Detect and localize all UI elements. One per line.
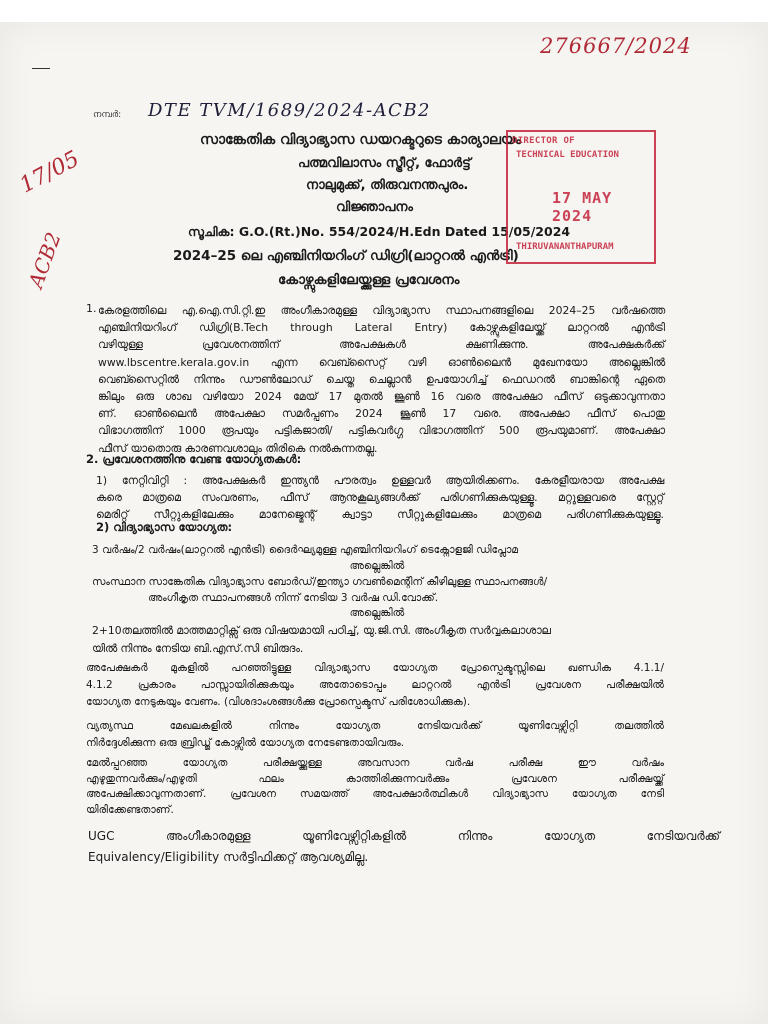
nativity-line: 1) നേറ്റിവിറ്റി : അപേക്ഷകർ ഇന്ത്യൻ പൗരത്വം ഉള്ളവർ ആയിരിക്കണം. കേരളീയരായ അപേക്ഷ [96, 474, 664, 487]
reference-line: സൂചിക: G.O.(Rt.)No. 554/2024/H.Edn Dated 15/05/2024 [188, 224, 571, 239]
stamp-line2: TECHNICAL EDUCATION [516, 150, 619, 160]
bridge-line: വ്യത്യസ്ഥ മേഖലകളിൽ നിന്നും യോഗ്യത നേടിയവർക്ക് യൂണിവേഴ്സിറ്റി തലത്തിൽ [86, 720, 664, 732]
prospectus-paragraph [86, 660, 664, 711]
prospectus-line: യോഗ്യത നേടുകയും വേണം. (വിശദാംശങ്ങൾക്കു പ്രോസ്പെക്ടസ് പരിശോധിക്കുക). [86, 696, 471, 708]
office-name: സാങ്കേതിക വിദ്യാഭ്യാസ ഡയറക്ടറുടെ കാര്യാലയം [200, 132, 522, 148]
office-address-line2: നാലുമുക്ക്, തിരുവനന്തപുരം. [306, 178, 469, 193]
final-exam-line: എഴുതുന്നവർക്കും/എഴുതി ഫലം കാത്തിരിക്കുന്നവർക്കും പ്രവേശന പരീക്ഷയ്ക്ക് [86, 772, 664, 785]
ugc-paragraph [88, 826, 720, 868]
ugc-line: UGC അംഗീകാരമുള്ള യൂണിവേഴ്സിറ്റികളിൽ നിന്നും യോഗ്യത നേടിയവർക്ക് [88, 829, 720, 843]
stamp-line1: DIRECTOR OF [512, 136, 575, 146]
para1-line-website: www.lbscentre.kerala.gov.in എന്ന വെബ്സൈറ്റ് വഴി ഓൺലൈൻ മുഖേനയോ അല്ലെങ്കിൽ [98, 355, 665, 369]
prospectus-line: അപേക്ഷകർ മുകളിൽ പറഞ്ഞിട്ടുള്ള വിദ്യാഭ്യാസ യോഗ്യത പ്രോസ്പെക്ടസ്സിലെ ഖണ്ഡിക 4.1.1/ [86, 662, 664, 674]
qualification-option3-line1: 2+10തലത്തിൽ മാത്തമാറ്റിക്സ് ഒരു വിഷയമായി പഠിച്ച്, യു.ജി.സി. അംഗീകൃത സർവ്വകലാശാല [92, 624, 551, 637]
office-address-line1: പത്മവിലാസം സ്ട്രീറ്റ്, ഫോർട്ട് [298, 156, 471, 171]
para1-line: ഫീസ് യാതൊരു കാരണവശാലും തിരികെ നൽകുന്നതല്ല. [98, 441, 378, 455]
qualification-option2-line2: അംഗീകൃത സ്ഥാപനങ്ങൾ നിന്ന് നേടിയ 3 വർഷ ഡി.വോക്ക്. [148, 592, 439, 604]
handwritten-section: ACB2 [23, 229, 66, 291]
stamp-line4: THIRUVANANTHAPURAM [516, 242, 614, 252]
para1-body [98, 302, 665, 457]
ugc-line: Equivalency/Eligibility സർട്ടിഫിക്കറ്റ് ആവശ്യമില്ല. [88, 850, 369, 864]
para1-line: ണ്. ഓൺലൈൻ അപേക്ഷാ സമർപ്പണം 2024 ജൂൺ 17 വരെ. അപേക്ഷാ ഫീസ് പൊതു [98, 407, 665, 421]
stamp-date: 17 MAY 2024 [552, 189, 613, 225]
qualification-option1: 3 വർഷം/2 വർഷം(ലാറ്ററൽ എൻട്രി) ദൈർഘ്യമുള്ള എഞ്ചിനിയറിംഗ് ടെക്നോളജി ഡിപ്ലോമ [92, 544, 519, 556]
para1-line: ങ്കിലും ഒരു ശാഖ വഴിയോ 2024 മേയ് 17 മുതൽ ജൂൺ 16 വരെ അപേക്ഷാ ഫീസ് ഒടുക്കാവുന്നതാ [98, 390, 665, 404]
para1-line: കേരളത്തിലെ എ.ഐ.സി.റ്റി.ഇ അംഗീകാരമുള്ള വിദ്യാഭ്യാസ സ്ഥാപനങ്ങളിലെ 2024–25 വർഷത്തെ [98, 304, 665, 317]
para1-line: വഴിയുള്ള പ്രവേശനത്തിന് അപേക്ഷകൾ ക്ഷണിക്കുന്നു. അപേക്ഷകർക്ക് [98, 338, 665, 352]
qualification-option3-line2: യിൽ നിന്നും നേടിയ ബി.എസ്.സി ബിരുദം. [92, 642, 304, 655]
receipt-stamp [506, 130, 656, 264]
qualification-option2-line1: സംസ്ഥാന സാങ്കേതിക വിദ്യാഭ്യാസ ബോർഡ്/ഇന്ത്യാ ഗവൺമെന്റിന് കീഴിലുള്ള സ്ഥാപനങ്ങൾ/ [92, 576, 548, 588]
nativity-line: മെരിറ്റ് സീറ്റുകളിലേക്കും മാനേജ്മെന്റ് ക്വാട്ടാ സീറ്റുകളിലേക്കും മാത്രമെ പരിഗണിക്കുകയുള്ളൂ. [96, 508, 664, 521]
handwritten-file-number: DTE TVM/1689/2024-ACB2 [148, 100, 432, 121]
or-separator-1: അല്ലെങ്കിൽ [349, 560, 405, 572]
para1-line: എഞ്ചിനിയറിംഗ് ഡിഗ്രി(B.Tech through Lateral Entry) കോഴ്സുകളിലേയ്ക്ക് ലാറ്ററൽ എൻട്രി [98, 321, 665, 335]
handwritten-reference-number: 276667/2024 [540, 34, 692, 58]
nativity-line: കരെ മാത്രമെ സംവരണം, ഫീസ് ആനുകൂല്യങ്ങൾക്ക് പരിഗണിക്കുകയുള്ളൂ. മറ്റുള്ളവരെ സ്റ്റേറ്റ് [96, 491, 664, 504]
margin-dash [32, 68, 50, 69]
notice-title: വിജ്ഞാപനം [336, 200, 413, 215]
subject-line2: കോഴ്സുകളിലേയ്ക്കുള്ള പ്രവേശനം [278, 272, 460, 288]
education-heading: 2) വിദ്യാഭ്യാസ യോഗ്യത: [96, 520, 233, 534]
final-exam-line: അപേക്ഷിക്കാവുന്നതാണ്. പ്രവേശന സമയത്ത് അപേക്ഷാർത്ഥികൾ വിദ്യാഭ്യാസ യോഗ്യത നേടി [86, 788, 664, 800]
para1-number: 1. [86, 302, 97, 315]
bridge-course-paragraph [86, 718, 664, 752]
file-number-label: നമ്പർ: [93, 110, 122, 120]
final-exam-paragraph [86, 756, 664, 818]
bridge-line: നിർദ്ദേശിക്കുന്ന ഒരു ബ്രിഡ്ജ് കോഴ്സിൽ യോഗ്യത നേടേണ്ടതായിവരും. [86, 737, 405, 749]
para1-line: വെബ്സൈറ്റിൽ നിന്നും ഡൗൺലോഡ് ചെയ്ത ചെല്ലാൻ ഉപയോഗിച്ച് ഫെഡറൽ ബാങ്കിന്റെ ഏതെ [98, 372, 665, 386]
final-exam-line: മേൽപ്പറഞ്ഞ യോഗ്യത പരീക്ഷയ്ക്കുള്ള അവസാന വർഷ പരീക്ഷ ഈ വർഷം [86, 757, 664, 769]
prospectus-line: 4.1.2 പ്രകാരം പാസ്സായിരിക്കുകയും അതോടൊപ്പം ലാറ്ററൽ എൻട്രി പ്രവേശന പരീക്ഷയിൽ [86, 679, 664, 691]
nativity-block [96, 472, 664, 523]
section2-heading: 2. പ്രവേശനത്തിനു വേണ്ട യോഗ്യതകൾ: [86, 452, 302, 466]
or-separator-2: അല്ലെങ്കിൽ [349, 607, 405, 619]
handwritten-initials: 17/05 [15, 146, 84, 199]
subject-line1: 2024–25 ലെ എഞ്ചിനിയറിംഗ് ഡിഗ്രി(ലാറ്ററൽ എൻട്രി) [173, 248, 519, 264]
para1-line: വിഭാഗത്തിന് 1000 രൂപയും പട്ടികജാതി/ പട്ടികവർഗ്ഗ വിഭാഗത്തിന് 500 രൂപയുമാണ്. അപേക്ഷാ [98, 424, 665, 438]
final-exam-line: യിരിക്കേണ്ടതാണ്. [86, 803, 174, 816]
